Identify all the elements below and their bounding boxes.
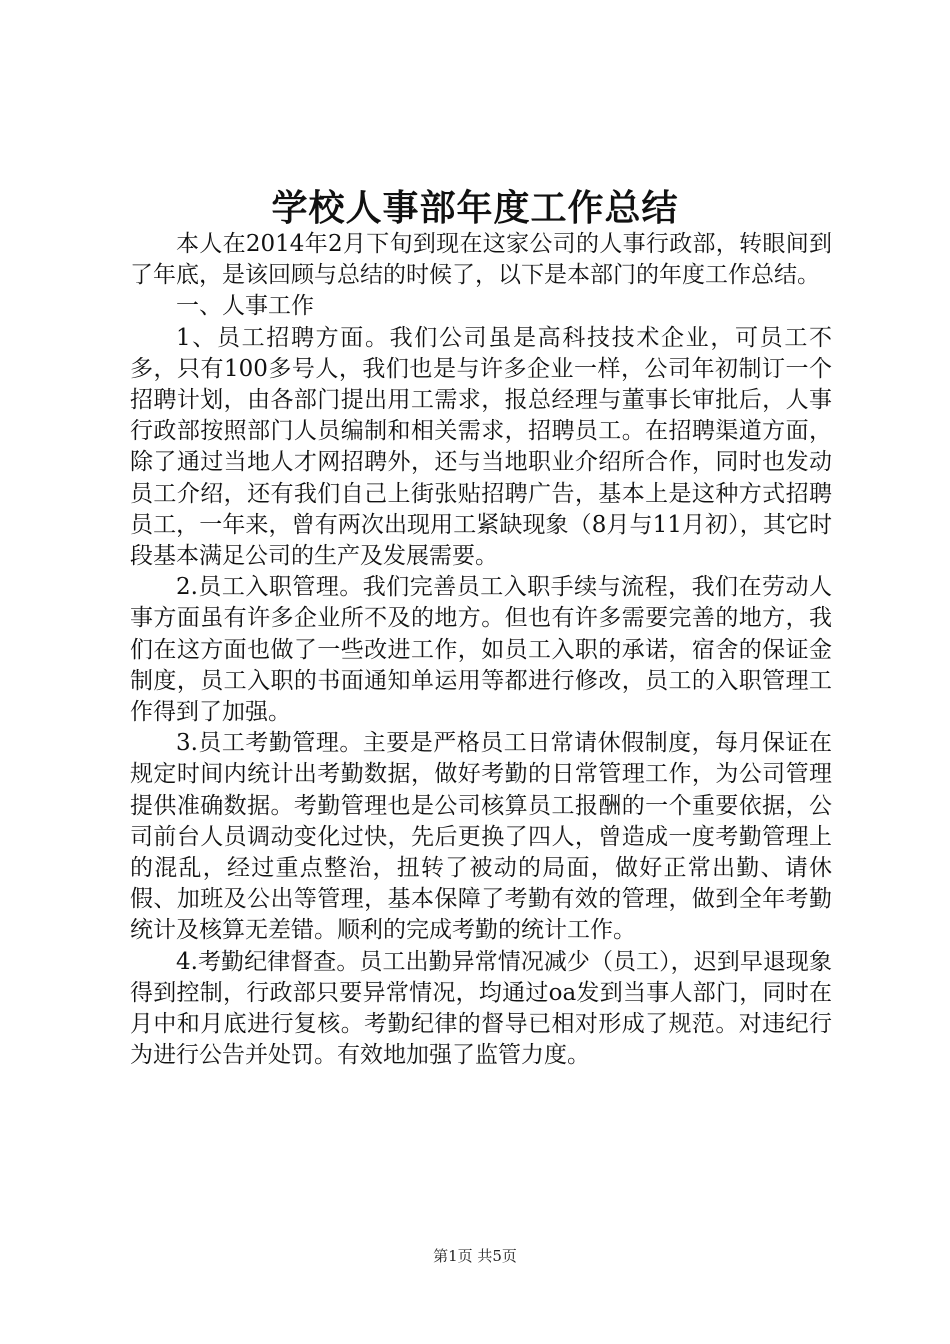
paragraph-attendance: 3.员工考勤管理。主要是严格员工日常请休假制度，每月保证在规定时间内统计出考勤数据，做好考勤的日常管理工作，为公司管理提供准确数据。考勤管理也是公司核算员工报酬的一个重要依据，公司前台人员调动变化过快，先后更换了四人，曾造成一度考勤管理上的混乱，经过重点整治，扭转了被动的局面，做好正常出勤、请休假、加班及公出等管理，基本保障了考勤有效的管理，做到全年考勤统计及核算无差错。顺利的完成考勤的统计工作。 xyxy=(130,730,832,944)
page-footer: 第1页 共5页 xyxy=(433,1247,517,1265)
paragraph-intro: 本人在2014年2月下旬到现在这家公司的人事行政部，转眼间到了年底，是该回顾与总结的时候了，以下是本部门的年度工作总结。 xyxy=(130,231,832,289)
paragraph-recruitment: 1、员工招聘方面。我们公司虽是高科技技术企业，可员工不多，只有100多号人，我们也是与许多企业一样，公司年初制订一个招聘计划，由各部门提出用工需求，报总经理与董事长审批后，人事行政部按照部门人员编制和相关需求，招聘员工。在招聘渠道方面，除了通过当地人才网招聘外，还与当地职业介绍所合作，同时也发动员工介绍，还有我们自己上街张贴招聘广告，基本上是这种方式招聘员工，一年来，曾有两次出现用工紧缺现象（8月与11月初），其它时段基本满足公司的生产及发展需要。 xyxy=(130,324,832,570)
document-body xyxy=(130,229,832,1071)
paragraph-onboarding: 2.员工入职管理。我们完善员工入职手续与流程，我们在劳动人事方面虽有许多企业所不及的地方。但也有许多需要完善的地方，我们在这方面也做了一些改进工作，如员工入职的承诺，宿舍的保证金制度，员工入职的书面通知单运用等都进行修改，员工的入职管理工作得到了加强。 xyxy=(130,574,832,726)
section-heading-personnel: 一、人事工作 xyxy=(176,293,314,320)
document-title: 学校人事部年度工作总结 xyxy=(271,187,679,229)
paragraph-discipline: 4.考勤纪律督查。员工出勤异常情况减少（员工），迟到早退现象得到控制，行政部只要异常情况，均通过oa发到当事人部门，同时在月中和月底进行复核。考勤纪律的督导已相对形成了规范。对违纪行为进行公告并处罚。有效地加强了监管力度。 xyxy=(130,948,832,1069)
